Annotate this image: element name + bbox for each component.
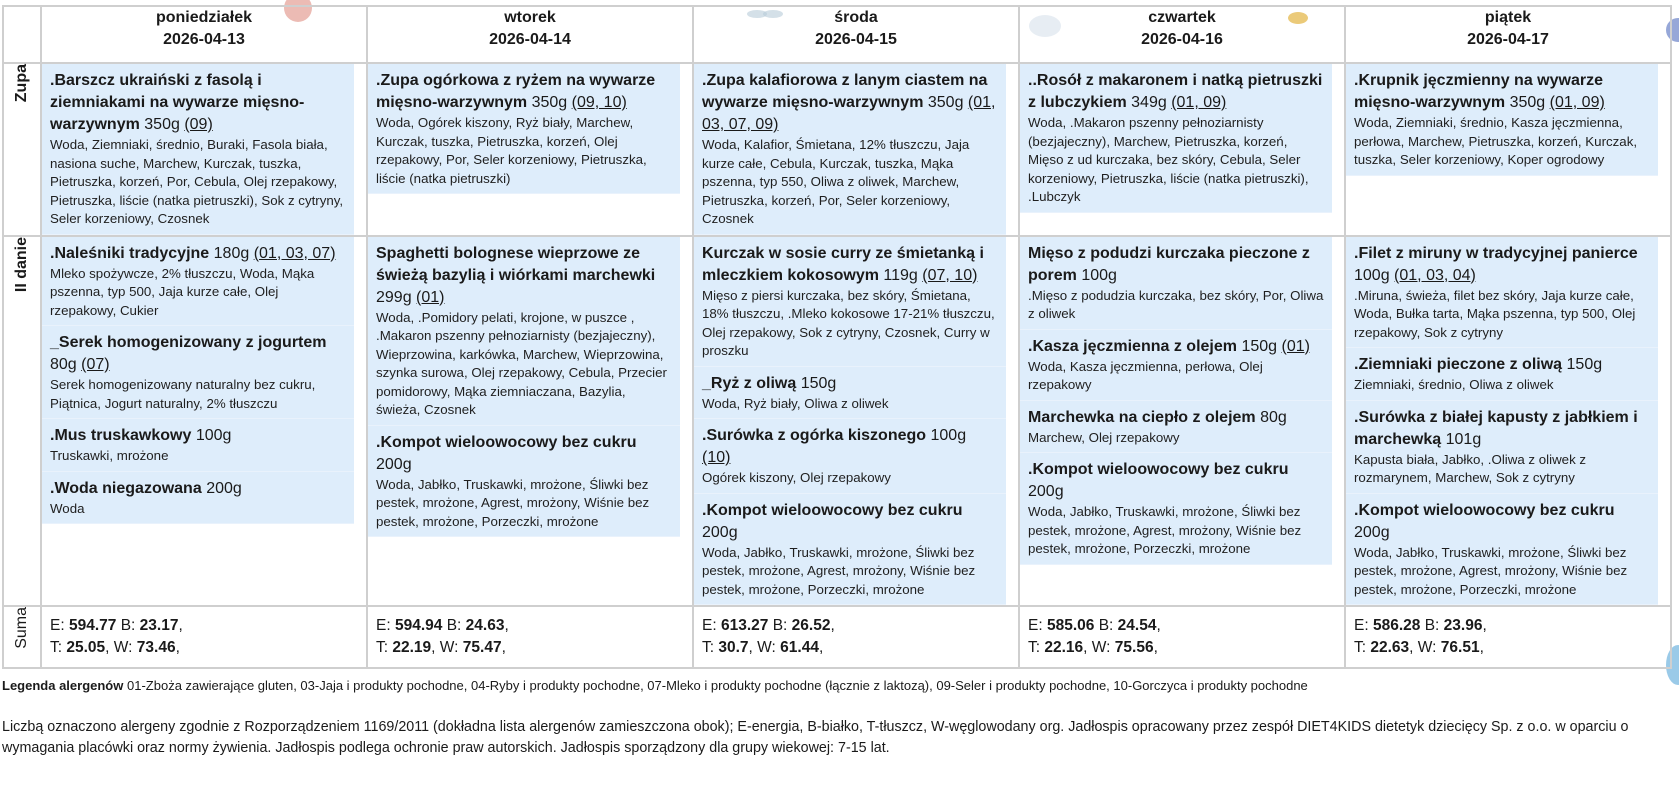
nutrition-summary: [1020, 607, 1344, 667]
day-name: wtorek: [504, 9, 556, 26]
dish-name: .Kompot wieloowocowy bez cukru: [702, 501, 963, 519]
dish-weight: 100g: [1081, 266, 1117, 284]
dish-ingredients: Truskawki, mrożone: [50, 448, 169, 463]
nutrition-summary: [1346, 607, 1670, 667]
dish-ingredients: Woda, Ziemniaki, średnio, Kasza jęczmienna, perłowa, Marchew, Pietruszka, korzeń, Kurczak, tuszka, Seler korzeniowy, Koper ogrodowy: [1354, 115, 1638, 167]
dish-title: [376, 70, 672, 114]
dish-weight: 350g: [531, 94, 568, 111]
nutrient-value-w: 76.51: [1440, 639, 1480, 656]
dish-title: [1028, 459, 1324, 503]
dish-title: [1354, 500, 1650, 544]
dish-title: [1354, 407, 1650, 451]
nutrition-summary: [42, 607, 366, 667]
nutrient-label-b: B: [772, 617, 784, 634]
allergen-legend: [2, 677, 1671, 695]
dish-name: .Ziemniaki pieczone z oliwą: [1354, 356, 1563, 373]
nutrition-line: T: 22.16, W: 75.56,: [1028, 639, 1158, 656]
day-name: czwartek: [1148, 9, 1216, 26]
dish-weight: 200g: [206, 479, 242, 497]
nutrient-label-w: W: [439, 639, 455, 656]
dish-name: .Zupa kalafiorowa z lanym ciastem na wywarze mięsno-warzywnym: [702, 72, 988, 111]
dish-allergens: (01, 03, 04): [1394, 266, 1476, 284]
dish-ingredients: Woda: [50, 500, 85, 516]
dish-item: [1020, 237, 1332, 330]
dish-item: [1346, 348, 1658, 401]
dish-weight: 200g: [1354, 523, 1390, 541]
dish-weight: 101g: [1445, 430, 1482, 448]
nutrient-label-w: W: [1417, 639, 1433, 656]
dish-item: [368, 64, 680, 194]
nutrition-line: E: 585.06 B: 24.54,: [1028, 617, 1161, 634]
dish-weight: 100g: [1354, 266, 1390, 284]
nutrient-label-e: E: [702, 617, 713, 634]
sum-row: [3, 606, 1671, 668]
dish-item: [1020, 64, 1332, 213]
dish-weight: 350g: [1509, 94, 1546, 111]
dish-title: [1028, 243, 1324, 287]
dish-name: .Surówka z ogórka kiszonego: [702, 427, 927, 444]
soup-row: [3, 63, 1671, 236]
nutrient-value-t: 22.19: [392, 639, 432, 656]
dish-allergens: (01, 03, 07): [253, 244, 336, 262]
nutrient-label-e: E: [1354, 617, 1365, 634]
dish-item: [42, 64, 354, 235]
nutrition-summary: [694, 607, 1018, 667]
nutrient-value-e: 594.77: [68, 617, 117, 634]
dish-title: [1354, 243, 1650, 287]
dish-allergens: (01, 09): [1171, 94, 1227, 111]
legend-text: 01-Zboża zawierające gluten, 03-Jaja i produkty pochodne, 04-Ryby i produkty pochodne, 07-Mleko i produkty pochodne (łącznie z laktozą), 09-Seler i produkty pochodne, 10-Gorczyca i produkty pochodne: [127, 678, 1308, 693]
nutrient-value-e: 594.94: [394, 617, 443, 634]
dish-weight: 349g: [1131, 94, 1167, 111]
dish-weight: 119g: [883, 266, 918, 284]
nutrient-value-e: 585.06: [1046, 617, 1095, 634]
dish-name: .Mus truskawkowy: [50, 427, 192, 444]
nutrient-value-b: 24.63: [465, 617, 505, 634]
sum-cell: [693, 606, 1019, 668]
soup-cell: [693, 63, 1019, 236]
nutrition-summary: [368, 607, 692, 667]
dish-ingredients: Mleko spożywcze, 2% tłuszczu, Woda, Mąka pszenna, typ 500, Jaja kurze całe, Olej rzepakowy, Cukier: [50, 265, 315, 318]
dish-item: [694, 64, 1006, 235]
dish-title: [50, 332, 346, 376]
soup-cell: [41, 63, 367, 236]
dish-item: [1020, 401, 1332, 454]
nutrient-value-t: 25.05: [66, 639, 106, 656]
main-course-cell: [1345, 236, 1671, 607]
dish-name: Marchewka na ciepło z olejem: [1028, 408, 1256, 426]
nutrition-line: T: 25.05, W: 73.46,: [50, 639, 180, 656]
dish-name: .Kompot wieloowocowy bez cukru: [376, 433, 637, 451]
dish-item: [42, 419, 354, 472]
nutrition-line: T: 22.63, W: 76.51,: [1354, 639, 1484, 656]
corner-cell: [3, 6, 41, 63]
main-course-cell: [41, 236, 367, 607]
day-header: [693, 6, 1019, 63]
dish-item: [1346, 401, 1658, 494]
dish-name: _Serek homogenizowany z jogurtem: [50, 334, 327, 351]
dish-ingredients: Woda, Ryż biały, Oliwa z oliwek: [702, 395, 889, 411]
sum-cell: [41, 606, 367, 668]
nutrient-label-b: B: [1098, 617, 1110, 634]
nutrition-line: E: 594.77 B: 23.17,: [50, 617, 183, 634]
weekly-menu-table: [2, 5, 1672, 669]
day-header: [1019, 6, 1345, 63]
dish-item: [1020, 330, 1332, 401]
day-date: 2026-04-13: [163, 31, 245, 48]
dish-title: [376, 243, 672, 309]
nutrient-label-t: T: [50, 639, 58, 656]
dish-name: .Kompot wieloowocowy bez cukru: [1028, 461, 1289, 478]
nutrition-line: T: 22.19, W: 75.47,: [376, 639, 506, 656]
row-label-cell: [3, 236, 41, 607]
sum-cell: [1019, 606, 1345, 668]
row-label-cell: [3, 63, 41, 236]
nutrient-label-w: W: [1091, 639, 1107, 656]
dish-weight: 150g: [1566, 356, 1603, 373]
dish-item: [1020, 453, 1332, 565]
dish-name: .Surówka z białej kapusty z jabłkiem i marchewką: [1354, 408, 1638, 448]
main-course-cell: [693, 236, 1019, 607]
nutrition-line: E: 586.28 B: 23.96,: [1354, 617, 1487, 634]
dish-title: [702, 243, 998, 287]
dish-ingredients: Ogórek kiszony, Olej rzepakowy: [702, 470, 891, 485]
nutrient-label-t: T: [1354, 639, 1362, 656]
dish-ingredients: Woda, Jabłko, Truskawki, mrożone, Śliwki bez pestek, mrożone, Agrest, mrożony, Wiśnie bez pestek, mrożone, Porzeczki, mrożone: [1354, 544, 1628, 597]
header-row: [3, 6, 1671, 63]
dish-ingredients: .Miruna, świeża, filet bez skóry, Jaja kurze całe, Woda, Bułka tarta, Mąka pszenna, typ 500, Olej rzepakowy, Sok z cytryny: [1354, 287, 1636, 340]
dish-weight: 150g: [1241, 337, 1278, 355]
nutrient-value-w: 61.44: [780, 639, 819, 656]
soup-row-label: Zupa: [13, 64, 30, 103]
dish-item: [368, 237, 680, 426]
dish-ingredients: Woda, .Pomidory pelati, krojone, w puszce , .Makaron pszenny pełnoziarnisty (bezjajeczny), Wieprzowina, karkówka, Marchew, Wieprzowina, szynka surowa, Olej rzepakowy, Cebula, Przecier pomidorowy, Mąka ziemniaczana, Bazylia, świeża, Czosnek: [376, 309, 667, 417]
dish-weight: 100g: [930, 427, 967, 444]
day-date: 2026-04-15: [815, 31, 897, 48]
dish-name: .Filet z miruny w tradycyjnej panierce: [1354, 244, 1638, 262]
nutrient-label-e: E: [1028, 617, 1039, 634]
dish-item: [368, 426, 680, 538]
dish-item: [42, 237, 354, 327]
day-date: 2026-04-16: [1141, 31, 1223, 48]
day-header: [367, 6, 693, 63]
dish-title: [50, 425, 346, 447]
dish-title: [376, 432, 672, 476]
dish-weight: 200g: [1028, 483, 1064, 500]
dish-title: [702, 70, 998, 136]
dish-weight: 200g: [702, 523, 738, 541]
dish-ingredients: Serek homogenizowany naturalny bez cukru, Piątnica, Jogurt naturalny, 2% tłuszczu: [50, 377, 316, 411]
dish-item: [1346, 494, 1658, 606]
main-course-cell: [367, 236, 693, 607]
dish-item: [1346, 64, 1658, 176]
dish-ingredients: Woda, Kalafior, Śmietana, 12% tłuszczu, Jaja kurze całe, Cebula, Kurczak, tuszka, Mąka pszenna, typ 550, Oliwa z oliwek, Marchew, Pietruszka, korzeń, Por, Seler korzeniowy, Czosnek: [702, 137, 970, 226]
sum-cell: [367, 606, 693, 668]
dish-name: Mięso z podudzi kurczaka pieczone z porem: [1028, 244, 1310, 284]
dish-ingredients: Ziemniaki, średnio, Oliwa z oliwek: [1354, 377, 1554, 392]
dish-weight: 80g: [50, 356, 77, 373]
nutrient-value-t: 30.7: [718, 639, 749, 656]
nutrient-value-w: 75.47: [462, 639, 502, 656]
soup-cell: [1019, 63, 1345, 236]
nutrition-line: T: 30.7, W: 61.44,: [702, 639, 824, 656]
dish-allergens: (07): [81, 356, 110, 373]
day-header: [1345, 6, 1671, 63]
dish-allergens: (07, 10): [922, 266, 978, 284]
nutrient-value-b: 26.52: [791, 617, 831, 634]
nutrient-label-b: B: [120, 617, 132, 634]
nutrient-label-t: T: [702, 639, 710, 656]
dish-title: [50, 478, 346, 500]
row-label-cell: [3, 606, 41, 668]
dish-name: .Barszcz ukraiński z fasolą i ziemniakami na wywarze mięsno-warzywnym: [50, 72, 305, 133]
dish-title: [50, 70, 346, 136]
sum-row-label: Suma: [13, 607, 30, 649]
soup-cell: [367, 63, 693, 236]
dish-allergens: (01): [1281, 337, 1310, 355]
dish-allergens: (01, 09): [1549, 94, 1605, 111]
dish-name: _Ryż z oliwą: [702, 374, 797, 392]
nutrient-label-t: T: [376, 639, 384, 656]
dish-ingredients: Woda, .Makaron pszenny pełnoziarnisty (bezjajeczny), Marchew, Pietruszka, korzeń, Mięso z ud kurczaka, bez skóry, Cebula, Seler korzeniowy, Pietruszka, liście (natka pietruszki), .Lubczyk: [1028, 115, 1309, 204]
dish-ingredients: Woda, Ziemniaki, średnio, Buraki, Fasola biała, nasiona suche, Marchew, Kurczak, tuszka, Pietruszka, korzeń, Por, Cebula, Olej rzepakowy, Pietruszka, liście (natka pietruszki), Sok z cytryny, Seler korzeniowy, Czosnek: [50, 137, 344, 226]
dish-ingredients: Mięso z piersi kurczaka, bez skóry, Śmietana, 18% tłuszczu, .Mleko kokosowe 17-21% tłuszczu, Olej rzepakowy, Sok z cytryny, Czosnek, Curry w proszku: [702, 287, 995, 358]
nutrient-value-e: 613.27: [720, 617, 769, 634]
day-date: 2026-04-14: [489, 31, 571, 48]
dish-allergens: (09): [184, 116, 213, 133]
dish-name: .Naleśniki tradycyjne: [50, 244, 210, 262]
dish-ingredients: Woda, Ogórek kiszony, Ryż biały, Marchew, Kurczak, tuszka, Pietruszka, korzeń, Olej rzepakowy, Por, Seler korzeniowy, Pietruszka, liście (natka pietruszki): [376, 115, 647, 186]
nutrient-value-e: 586.28: [1372, 617, 1421, 634]
dish-weight: 150g: [800, 374, 837, 392]
dish-weight: 350g: [927, 94, 964, 111]
dish-item: [42, 326, 354, 419]
dish-ingredients: Marchew, Olej rzepakowy: [1028, 429, 1180, 445]
dish-allergens: (10): [702, 449, 731, 466]
dish-item: [42, 472, 354, 525]
dish-name: .Zupa ogórkowa z ryżem na wywarze mięsno-warzywnym: [376, 72, 656, 111]
dish-ingredients: Woda, Jabłko, Truskawki, mrożone, Śliwki bez pestek, mrożone, Agrest, mrożony, Wiśnie bez pestek, mrożone, Porzeczki, mrożone: [702, 544, 976, 597]
sum-cell: [1345, 606, 1671, 668]
day-name: środa: [834, 9, 878, 26]
dish-weight: 200g: [376, 455, 412, 473]
dish-weight: 350g: [144, 116, 180, 133]
nutrient-value-b: 23.96: [1443, 617, 1483, 634]
footnote: Liczbą oznaczono alergeny zgodnie z Rozporządzeniem 1169/2011 (dokładna lista alergenów zamieszczona obok); E-energia, B-białko, T-tłuszcz, W-węglowodany org. Jadłospis opracowany przez zespół DIET4KIDS dietetyk dziecięcy Sp. z o.o. w oparciu o wymagania placówki oraz normy żywienia. Jadłospis podlega ochronie praw autorskich. Jadłospis sporządzony dla grupy wiekowej: 7-15 lat.: [2, 719, 1629, 756]
dish-weight: 100g: [195, 427, 232, 444]
nutrient-label-t: T: [1028, 639, 1036, 656]
nutrient-label-e: E: [376, 617, 387, 634]
dish-allergens: (01, 03, 07, 09): [702, 94, 996, 133]
nutrient-value-t: 22.63: [1370, 639, 1410, 656]
dish-weight: 180g: [213, 244, 250, 262]
nutrient-value-b: 24.54: [1117, 617, 1157, 634]
dish-title: [1028, 336, 1324, 358]
dish-name: .Kompot wieloowocowy bez cukru: [1354, 501, 1615, 519]
nutrient-label-w: W: [113, 639, 129, 656]
dish-title: [702, 373, 998, 395]
dish-name: .Woda niegazowana: [50, 479, 202, 497]
dish-ingredients: Kapusta biała, Jabłko, .Oliwa z oliwek z rozmarynem, Marchew, Sok z cytryny: [1354, 451, 1587, 485]
soup-cell: [1345, 63, 1671, 236]
nutrient-value-w: 75.56: [1114, 639, 1154, 656]
nutrient-value-b: 23.17: [139, 617, 179, 634]
dish-item: [694, 494, 1006, 606]
dish-title: [50, 243, 346, 265]
dish-item: [694, 419, 1006, 494]
day-name: piątek: [1484, 9, 1532, 26]
nutrient-value-t: 22.16: [1044, 639, 1084, 656]
dish-ingredients: Woda, Jabłko, Truskawki, mrożone, Śliwki bez pestek, mrożone, Agrest, mrożony, Wiśnie bez pestek, mrożone, Porzeczki, mrożone: [376, 476, 650, 529]
day-name: poniedziałek: [155, 9, 253, 26]
main-course-row-label: II danie: [13, 236, 30, 292]
dish-ingredients: .Mięso z podudzia kurczaka, bez skóry, Por, Oliwa z oliwek: [1028, 287, 1324, 321]
dish-name: Kurczak w sosie curry ze śmietanką i mleczkiem kokosowym: [702, 244, 984, 284]
dish-ingredients: Woda, Jabłko, Truskawki, mrożone, Śliwki bez pestek, mrożone, Agrest, mrożony, Wiśnie bez pestek, mrożone, Porzeczki, mrożone: [1028, 504, 1302, 556]
dish-weight: 299g: [376, 288, 412, 306]
dish-item: [694, 237, 1006, 367]
nutrition-line: E: 613.27 B: 26.52,: [702, 617, 835, 634]
nutrient-label-w: W: [757, 639, 772, 656]
dish-name: Spaghetti bolognese wieprzowe ze świeżą bazylią i wiórkami marchewki: [376, 244, 656, 284]
day-header: [41, 6, 367, 63]
nutrient-value-w: 73.46: [136, 639, 176, 656]
dish-weight: 80g: [1260, 408, 1287, 426]
day-date: 2026-04-17: [1467, 31, 1549, 48]
dish-name: ..Rosół z makaronem i natką pietruszki z lubczykiem: [1028, 72, 1323, 111]
dish-title: [702, 425, 998, 469]
dish-title: [1354, 354, 1650, 376]
nutrient-label-b: B: [1424, 617, 1436, 634]
dish-title: [1354, 70, 1650, 114]
dish-allergens: (09, 10): [571, 94, 627, 111]
nutrition-line: E: 594.94 B: 24.63,: [376, 617, 509, 634]
main-course-cell: [1019, 236, 1345, 607]
dish-ingredients: Woda, Kasza jęczmienna, perłowa, Olej rzepakowy: [1028, 358, 1263, 392]
main-course-row: [3, 236, 1671, 607]
dish-name: .Kasza jęczmienna z olejem: [1028, 337, 1237, 355]
dish-title: [1028, 70, 1324, 114]
dish-title: [1028, 407, 1324, 429]
legend-title: Legenda alergenów: [2, 678, 124, 693]
nutrient-label-b: B: [446, 617, 458, 634]
nutrient-label-e: E: [50, 617, 61, 634]
dish-allergens: (01): [416, 288, 445, 306]
dish-item: [1346, 237, 1658, 349]
dish-title: [702, 500, 998, 544]
dish-name: .Krupnik jęczmienny na wywarze mięsno-warzywnym: [1354, 72, 1603, 111]
dish-item: [694, 367, 1006, 420]
